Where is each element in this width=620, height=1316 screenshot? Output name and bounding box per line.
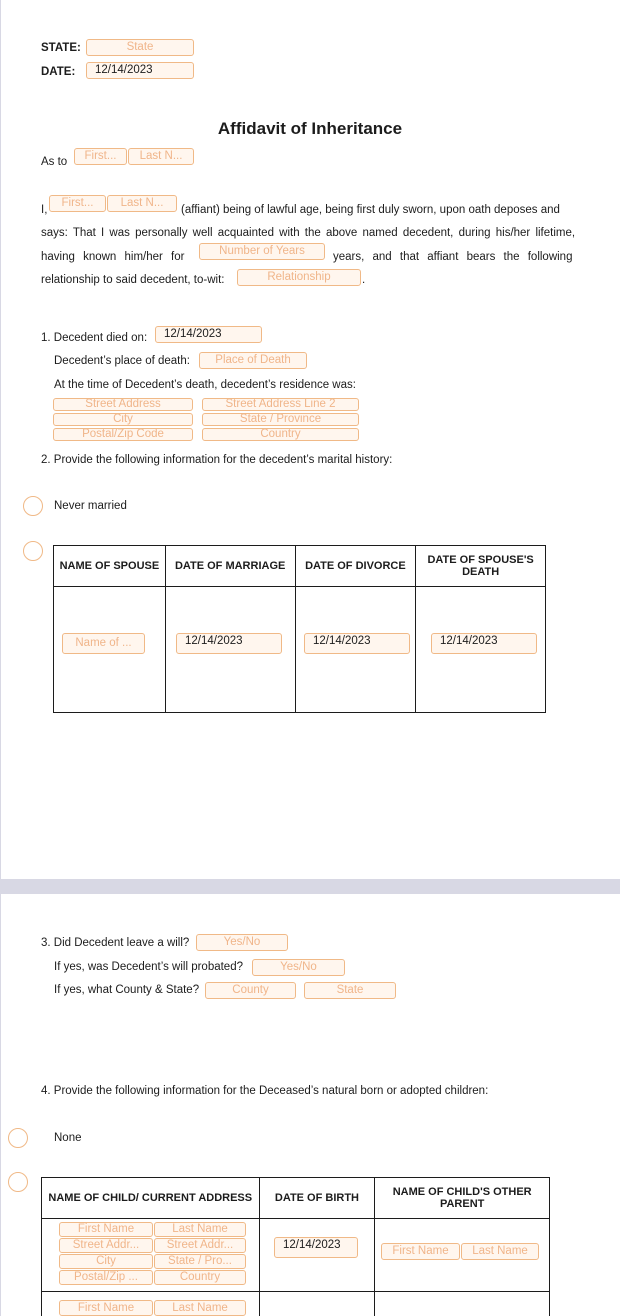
none-label: None — [54, 1132, 82, 1144]
child-state-field[interactable]: State / Pro... — [154, 1254, 246, 1269]
child-zip-field[interactable]: Postal/Zip ... — [59, 1270, 153, 1285]
q3-will-label: 3. Did Decedent leave a will? — [41, 937, 190, 949]
residence-state-field[interactable]: State / Province — [202, 413, 359, 426]
col-child-other-parent: NAME OF CHILD'S OTHER PARENT — [375, 1178, 550, 1219]
col-date-of-birth: DATE OF BIRTH — [259, 1178, 375, 1219]
q3-probated-label: If yes, was Decedent’s will probated? — [54, 961, 243, 973]
q1-residence-label: At the time of Decedent’s death, decedent’s residence was: — [54, 379, 356, 391]
spouse-death-date-field[interactable]: 12/14/2023 — [431, 633, 537, 654]
residence-street-field[interactable]: Street Address — [53, 398, 193, 411]
q4-label: 4. Provide the following information for the Deceased’s natural born or adopted children: — [41, 1085, 489, 1097]
child2-parent-cell — [375, 1292, 550, 1316]
none-radio[interactable] — [8, 1128, 28, 1148]
affiant-text-4: relationship to said decedent, to-wit: — [41, 274, 225, 286]
child-dob-field[interactable]: 12/14/2023 — [274, 1237, 358, 1258]
q3-county-field[interactable]: County — [205, 982, 296, 999]
q3-will-field[interactable]: Yes/No — [196, 934, 288, 951]
child-country-field[interactable]: Country — [154, 1270, 246, 1285]
child-parent-first-field[interactable]: First Name — [381, 1243, 460, 1260]
marriage-date-field[interactable]: 12/14/2023 — [176, 633, 282, 654]
as-to-last-field[interactable]: Last N... — [128, 148, 194, 165]
affiant-text-3b: years, and that affiant bears the following — [333, 251, 573, 263]
child2-first-field[interactable]: First Name — [59, 1300, 153, 1316]
q2-label: 2. Provide the following information for the decedent’s marital history: — [41, 454, 393, 466]
residence-city-field[interactable]: City — [53, 413, 193, 426]
child-street-field[interactable]: Street Addr... — [59, 1238, 153, 1253]
page-left-edge-2 — [0, 894, 1, 1316]
relationship-period: . — [362, 274, 366, 286]
as-to-label: As to — [41, 156, 68, 168]
never-married-radio[interactable] — [23, 496, 43, 516]
q3-probated-field[interactable]: Yes/No — [252, 959, 345, 976]
q1-place-field[interactable]: Place of Death — [199, 352, 307, 369]
state-field[interactable]: State — [86, 39, 194, 56]
spouse-name-field[interactable]: Name of ... — [62, 633, 145, 654]
child-street2-field[interactable]: Street Addr... — [154, 1238, 246, 1253]
page-break — [0, 879, 620, 894]
child2-last-field[interactable]: Last Name — [154, 1300, 246, 1316]
affiant-prefix: I, — [41, 204, 48, 216]
child-parent-last-field[interactable]: Last Name — [461, 1243, 539, 1260]
spouse-table-radio[interactable] — [23, 541, 43, 561]
affiant-first-field[interactable]: First... — [49, 195, 106, 212]
divorce-date-field[interactable]: 12/14/2023 — [304, 633, 410, 654]
page-title: Affidavit of Inheritance — [217, 119, 403, 138]
child2-dob-cell — [259, 1292, 375, 1316]
date-label: DATE: — [41, 66, 76, 78]
child-city-field[interactable]: City — [59, 1254, 153, 1269]
residence-country-field[interactable]: Country — [202, 428, 359, 441]
as-to-first-field[interactable]: First... — [74, 148, 127, 165]
never-married-label: Never married — [54, 500, 127, 512]
affiant-text-2: says: That I was personally well acquainted with the above named decedent, during his/her lifetime, — [41, 227, 576, 239]
q1-died-label: 1. Decedent died on: — [41, 332, 148, 344]
spouse-table — [53, 545, 546, 713]
residence-zip-field[interactable]: Postal/Zip Code — [53, 428, 193, 441]
children-table-radio[interactable] — [8, 1172, 28, 1192]
col-date-of-spouse-death: DATE OF SPOUSE'S DEATH — [416, 546, 546, 587]
q3-state-field[interactable]: State — [304, 982, 396, 999]
child-first-field[interactable]: First Name — [59, 1222, 153, 1237]
col-name-of-spouse: NAME OF SPOUSE — [54, 546, 166, 587]
state-label: STATE: — [41, 42, 81, 54]
date-field[interactable]: 12/14/2023 — [86, 62, 194, 79]
q3-county-label: If yes, what County & State? — [54, 984, 200, 996]
affiant-text-3a: having known him/her for — [41, 251, 185, 263]
affiant-last-field[interactable]: Last N... — [107, 195, 177, 212]
affiant-text-1: (affiant) being of lawful age, being first duly sworn, upon oath deposes and — [181, 204, 560, 216]
residence-street2-field[interactable]: Street Address Line 2 — [202, 398, 359, 411]
col-date-of-marriage: DATE OF MARRIAGE — [165, 546, 295, 587]
col-name-of-child: NAME OF CHILD/ CURRENT ADDRESS — [42, 1178, 260, 1219]
q1-died-field[interactable]: 12/14/2023 — [155, 326, 262, 343]
relationship-field[interactable]: Relationship — [237, 269, 361, 286]
years-field[interactable]: Number of Years — [199, 243, 325, 260]
child-last-field[interactable]: Last Name — [154, 1222, 246, 1237]
col-date-of-divorce: DATE OF DIVORCE — [295, 546, 416, 587]
q1-place-label: Decedent’s place of death: — [54, 355, 190, 367]
